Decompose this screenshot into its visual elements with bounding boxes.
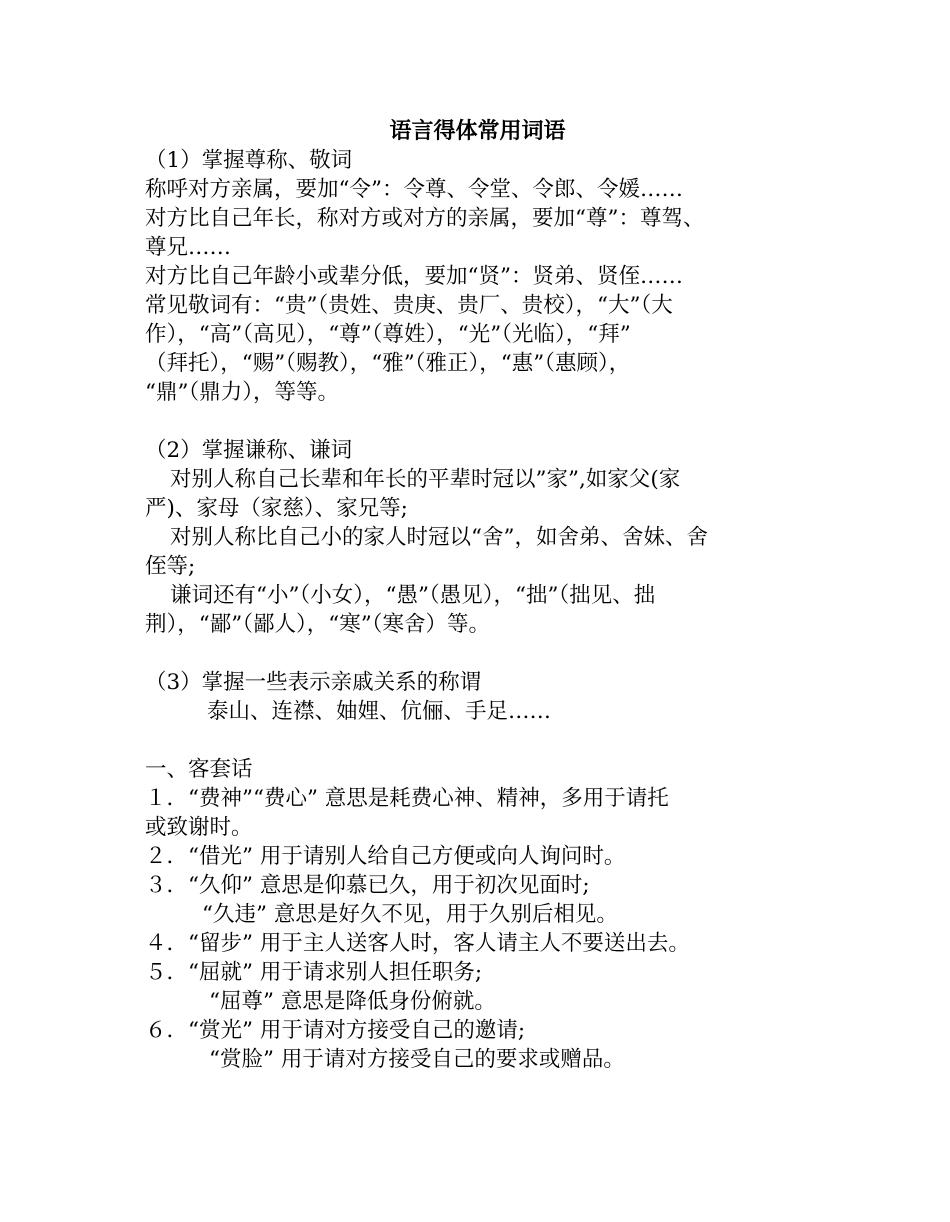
document-page [145,116,810,1074]
section-1-heading: （1）掌握尊称、敬词 [145,148,353,173]
section-2-line: 侄等; [145,554,196,579]
section-4-line: “赏脸” 用于请对方接受自己的要求或赠品。 [209,1047,625,1072]
section-2-line: 严)、家母（家慈）、家兄等; [145,496,408,521]
section-4-line: ３．“久仰” 意思是仰慕已久，用于初次见面时; [145,873,590,898]
blank-line [145,726,810,755]
section-2-line: 谦词还有“小”（小女），“愚”（愚见），“拙”（拙见、拙 [170,583,656,608]
section-4-line: ２．“借光” 用于请别人给自己方便或向人询问时。 [145,844,626,869]
section-4-line: ５．“屈就” 用于请求别人担任职务; [145,960,483,985]
section-4-line: １．“费神”“费心” 意思是耗费心神、精神，多用于请托 [145,786,669,811]
section-1-line: 常见敬词有：“贵”（贵姓、贵庚、贵厂、贵校），“大”（大 [145,293,673,318]
section-4-line: “屈尊” 意思是降低身份俯就。 [209,989,496,1014]
section-4-line: ４．“留步” 用于主人送客人时，客人请主人不要送出去。 [145,931,690,956]
section-2-line: 对别人称比自己小的家人时冠以“舍”，如舍弟、舍妹、舍 [170,525,708,550]
section-1-line: “鼎”（鼎力），等等。 [145,380,339,405]
section-1-line: 称呼对方亲属，要加“令”：令尊、令堂、令郎、令媛…… [145,177,683,202]
section-2-line: 荆），“鄙”（鄙人），“寒”（寒舍）等。 [145,612,490,637]
section-2-line: 对别人称自己长辈和年长的平辈时冠以”家”,如家父(家 [170,467,681,492]
section-4-line: 或致谢时。 [145,815,253,840]
blank-line [145,407,810,436]
section-4-heading: 一、客套话 [145,757,253,782]
section-1-line: 对方比自己年龄小或辈分低，要加“贤”：贤弟、贤侄…… [145,264,683,289]
section-1-line: 对方比自己年长，称对方或对方的亲属，要加“尊”：尊驾、 [145,206,705,231]
document-title: 语言得体常用词语 [389,118,566,144]
section-3-heading: （3）掌握一些表示亲戚关系的称谓 [145,670,482,695]
section-3-line: 泰山、连襟、妯娌、伉俪、手足…… [207,699,552,724]
section-1-line: 作），“高”（高见），“尊”（尊姓），“光”（光临），“拜” [145,322,631,347]
section-4-line: ６．“赏光” 用于请对方接受自己的邀请; [145,1018,526,1043]
section-2-heading: （2）掌握谦称、谦词 [145,438,353,463]
section-1-line: 尊兄…… [145,235,232,260]
section-4-line: “久违” 意思是好久不见，用于久别后相见。 [202,902,618,927]
section-1-line: （拜托），“赐”（赐教），“雅”（雅正），“惠”（惠顾）， [145,351,631,376]
blank-line [145,639,810,668]
